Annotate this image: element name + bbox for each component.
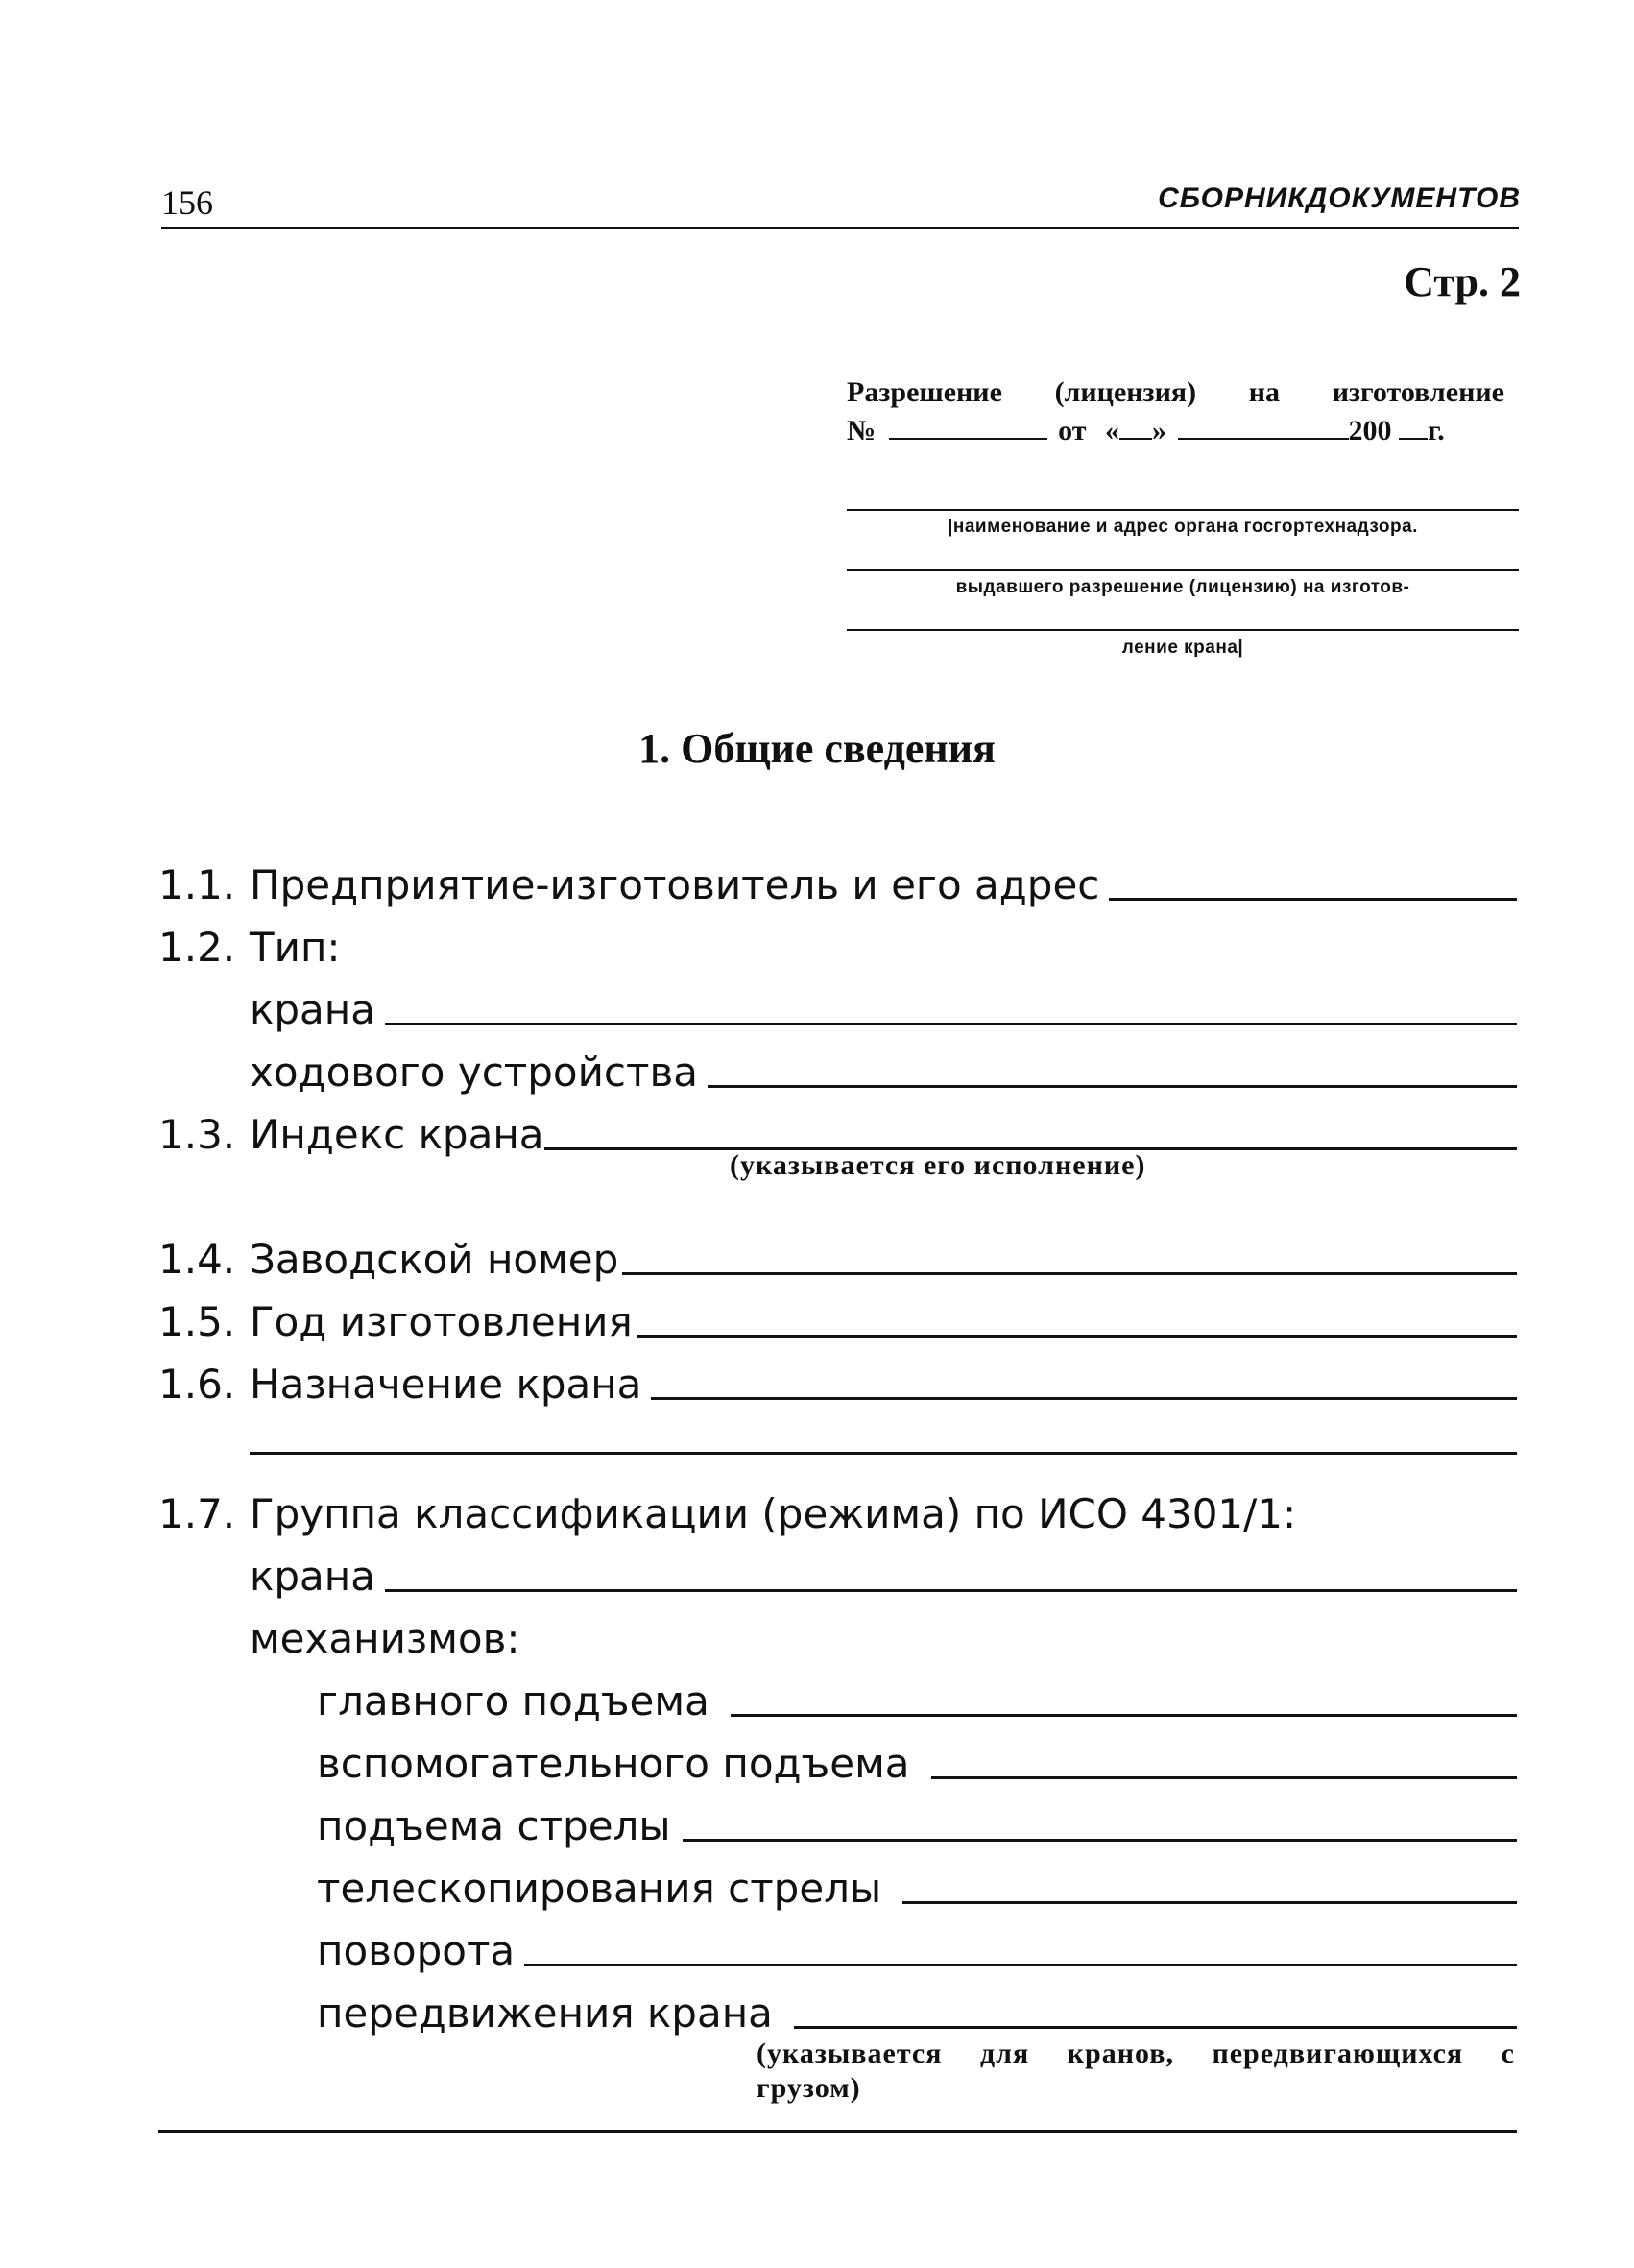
crane-travel-field[interactable] bbox=[794, 2026, 1517, 2029]
chassis-type-label: ходового устройства bbox=[250, 1049, 698, 1096]
slewing-label: поворота bbox=[317, 1927, 516, 1974]
mechanisms-row bbox=[250, 1608, 1517, 1662]
slewing-row bbox=[317, 1920, 1517, 1974]
permit-month-blank[interactable] bbox=[1178, 415, 1349, 440]
permit-title bbox=[847, 376, 1504, 409]
chassis-type-field[interactable] bbox=[708, 1085, 1517, 1088]
crane-class-field[interactable] bbox=[385, 1589, 1517, 1592]
crane-travel-note-line-1: (указывается для кранов, передвигающихся с bbox=[757, 2038, 1515, 2069]
item-1-6-row bbox=[158, 1354, 1517, 1408]
authority-rule-2 bbox=[847, 569, 1519, 571]
running-head: СБОРНИКДОКУМЕНТОВ bbox=[1158, 182, 1521, 214]
quote-close: » bbox=[1152, 415, 1166, 446]
item-number: 1.4. bbox=[158, 1236, 236, 1283]
number-sign: № bbox=[847, 415, 877, 446]
section-title: 1. Общие сведения bbox=[638, 725, 996, 772]
item-number: 1.1. bbox=[158, 861, 236, 908]
crane-index-label: Индекс крана bbox=[250, 1111, 544, 1158]
permit-year-blank[interactable] bbox=[1399, 415, 1428, 440]
authority-caption-2: выдавшего разрешение (лицензию) на изготов- bbox=[955, 577, 1410, 597]
year-prefix: 200 bbox=[1348, 415, 1392, 446]
authority-rule-1 bbox=[847, 509, 1519, 511]
crane-travel-note-line-2: грузом) bbox=[757, 2072, 861, 2104]
auxiliary-hoist-row bbox=[317, 1733, 1517, 1787]
crane-type-label: крана bbox=[250, 986, 375, 1033]
type-label: Тип: bbox=[250, 924, 341, 971]
item-1-2-row bbox=[158, 917, 1517, 971]
manufacture-year-field[interactable] bbox=[637, 1335, 1517, 1338]
item-number: 1.2. bbox=[158, 924, 236, 971]
purpose-field[interactable] bbox=[651, 1397, 1517, 1400]
item-number: 1.3. bbox=[158, 1111, 236, 1158]
item-number: 1.5. bbox=[158, 1298, 236, 1345]
manufacture-year-label: Год изготовления bbox=[250, 1298, 633, 1345]
year-suffix: г. bbox=[1428, 415, 1445, 446]
boom-telescoping-field[interactable] bbox=[902, 1901, 1517, 1904]
auxiliary-hoist-field[interactable] bbox=[931, 1776, 1518, 1779]
crane-type-row bbox=[250, 979, 1517, 1033]
crane-travel-label: передвижения крана bbox=[317, 1990, 773, 2037]
purpose-label: Назначение крана bbox=[250, 1361, 642, 1408]
authority-rule-3 bbox=[847, 629, 1519, 631]
boom-telescoping-row bbox=[317, 1858, 1517, 1912]
main-hoist-row bbox=[317, 1671, 1517, 1725]
quote-open: « bbox=[1105, 415, 1119, 446]
bottom-rule bbox=[158, 2130, 1517, 2133]
permit-word-3: на bbox=[1248, 376, 1281, 408]
serial-number-label: Заводской номер bbox=[250, 1236, 619, 1283]
crane-class-row bbox=[250, 1546, 1517, 1600]
slewing-field[interactable] bbox=[524, 1964, 1517, 1966]
page-number: 156 bbox=[161, 183, 213, 222]
permit-word-4: изготовление bbox=[1332, 376, 1504, 408]
item-1-5-row bbox=[158, 1291, 1517, 1345]
boom-telescoping-label: телескопирования стрелы bbox=[317, 1865, 882, 1912]
classification-label: Группа классификации (режима) по ИСО 4301/1: bbox=[250, 1490, 1297, 1537]
crane-travel-row bbox=[317, 1983, 1517, 2037]
crane-type-field[interactable] bbox=[385, 1023, 1517, 1025]
permit-number-blank[interactable] bbox=[889, 415, 1047, 440]
crane-class-label: крана bbox=[250, 1553, 375, 1600]
auxiliary-hoist-label: вспомогательного подъема bbox=[317, 1740, 910, 1787]
item-1-7-row bbox=[158, 1484, 1517, 1537]
boom-lift-field[interactable] bbox=[683, 1839, 1517, 1842]
permit-word-1: Разрешение bbox=[847, 376, 1002, 408]
main-hoist-label: главного подъема bbox=[317, 1677, 709, 1725]
crane-index-note: (указывается его исполнение) bbox=[730, 1149, 1146, 1181]
permit-day-blank[interactable] bbox=[1119, 415, 1152, 440]
main-hoist-field[interactable] bbox=[731, 1714, 1517, 1717]
item-1-1-row bbox=[158, 855, 1517, 908]
authority-caption-1: |наименование и адрес органа госгортехнадзора. bbox=[948, 517, 1418, 537]
item-1-4-row bbox=[158, 1229, 1517, 1283]
mechanisms-label: механизмов: bbox=[250, 1615, 520, 1662]
item-number: 1.7. bbox=[158, 1490, 236, 1537]
permit-word-2: (лицензия) bbox=[1054, 376, 1197, 408]
purpose-field-continuation[interactable] bbox=[250, 1452, 1517, 1455]
boom-lift-row bbox=[317, 1796, 1517, 1849]
boom-lift-label: подъема стрелы bbox=[317, 1802, 671, 1849]
manufacturer-label: Предприятие-изготовитель и его адрес bbox=[250, 861, 1100, 908]
serial-number-field[interactable] bbox=[622, 1272, 1517, 1275]
chassis-type-row bbox=[250, 1042, 1517, 1096]
item-number: 1.6. bbox=[158, 1361, 236, 1408]
from-label: от bbox=[1058, 415, 1087, 446]
header-rule bbox=[161, 227, 1519, 229]
permit-number-date-line bbox=[847, 415, 1504, 447]
page-label: Стр. 2 bbox=[1404, 258, 1521, 305]
authority-caption-3: ление крана| bbox=[1121, 638, 1244, 658]
manufacturer-field[interactable] bbox=[1109, 898, 1517, 901]
